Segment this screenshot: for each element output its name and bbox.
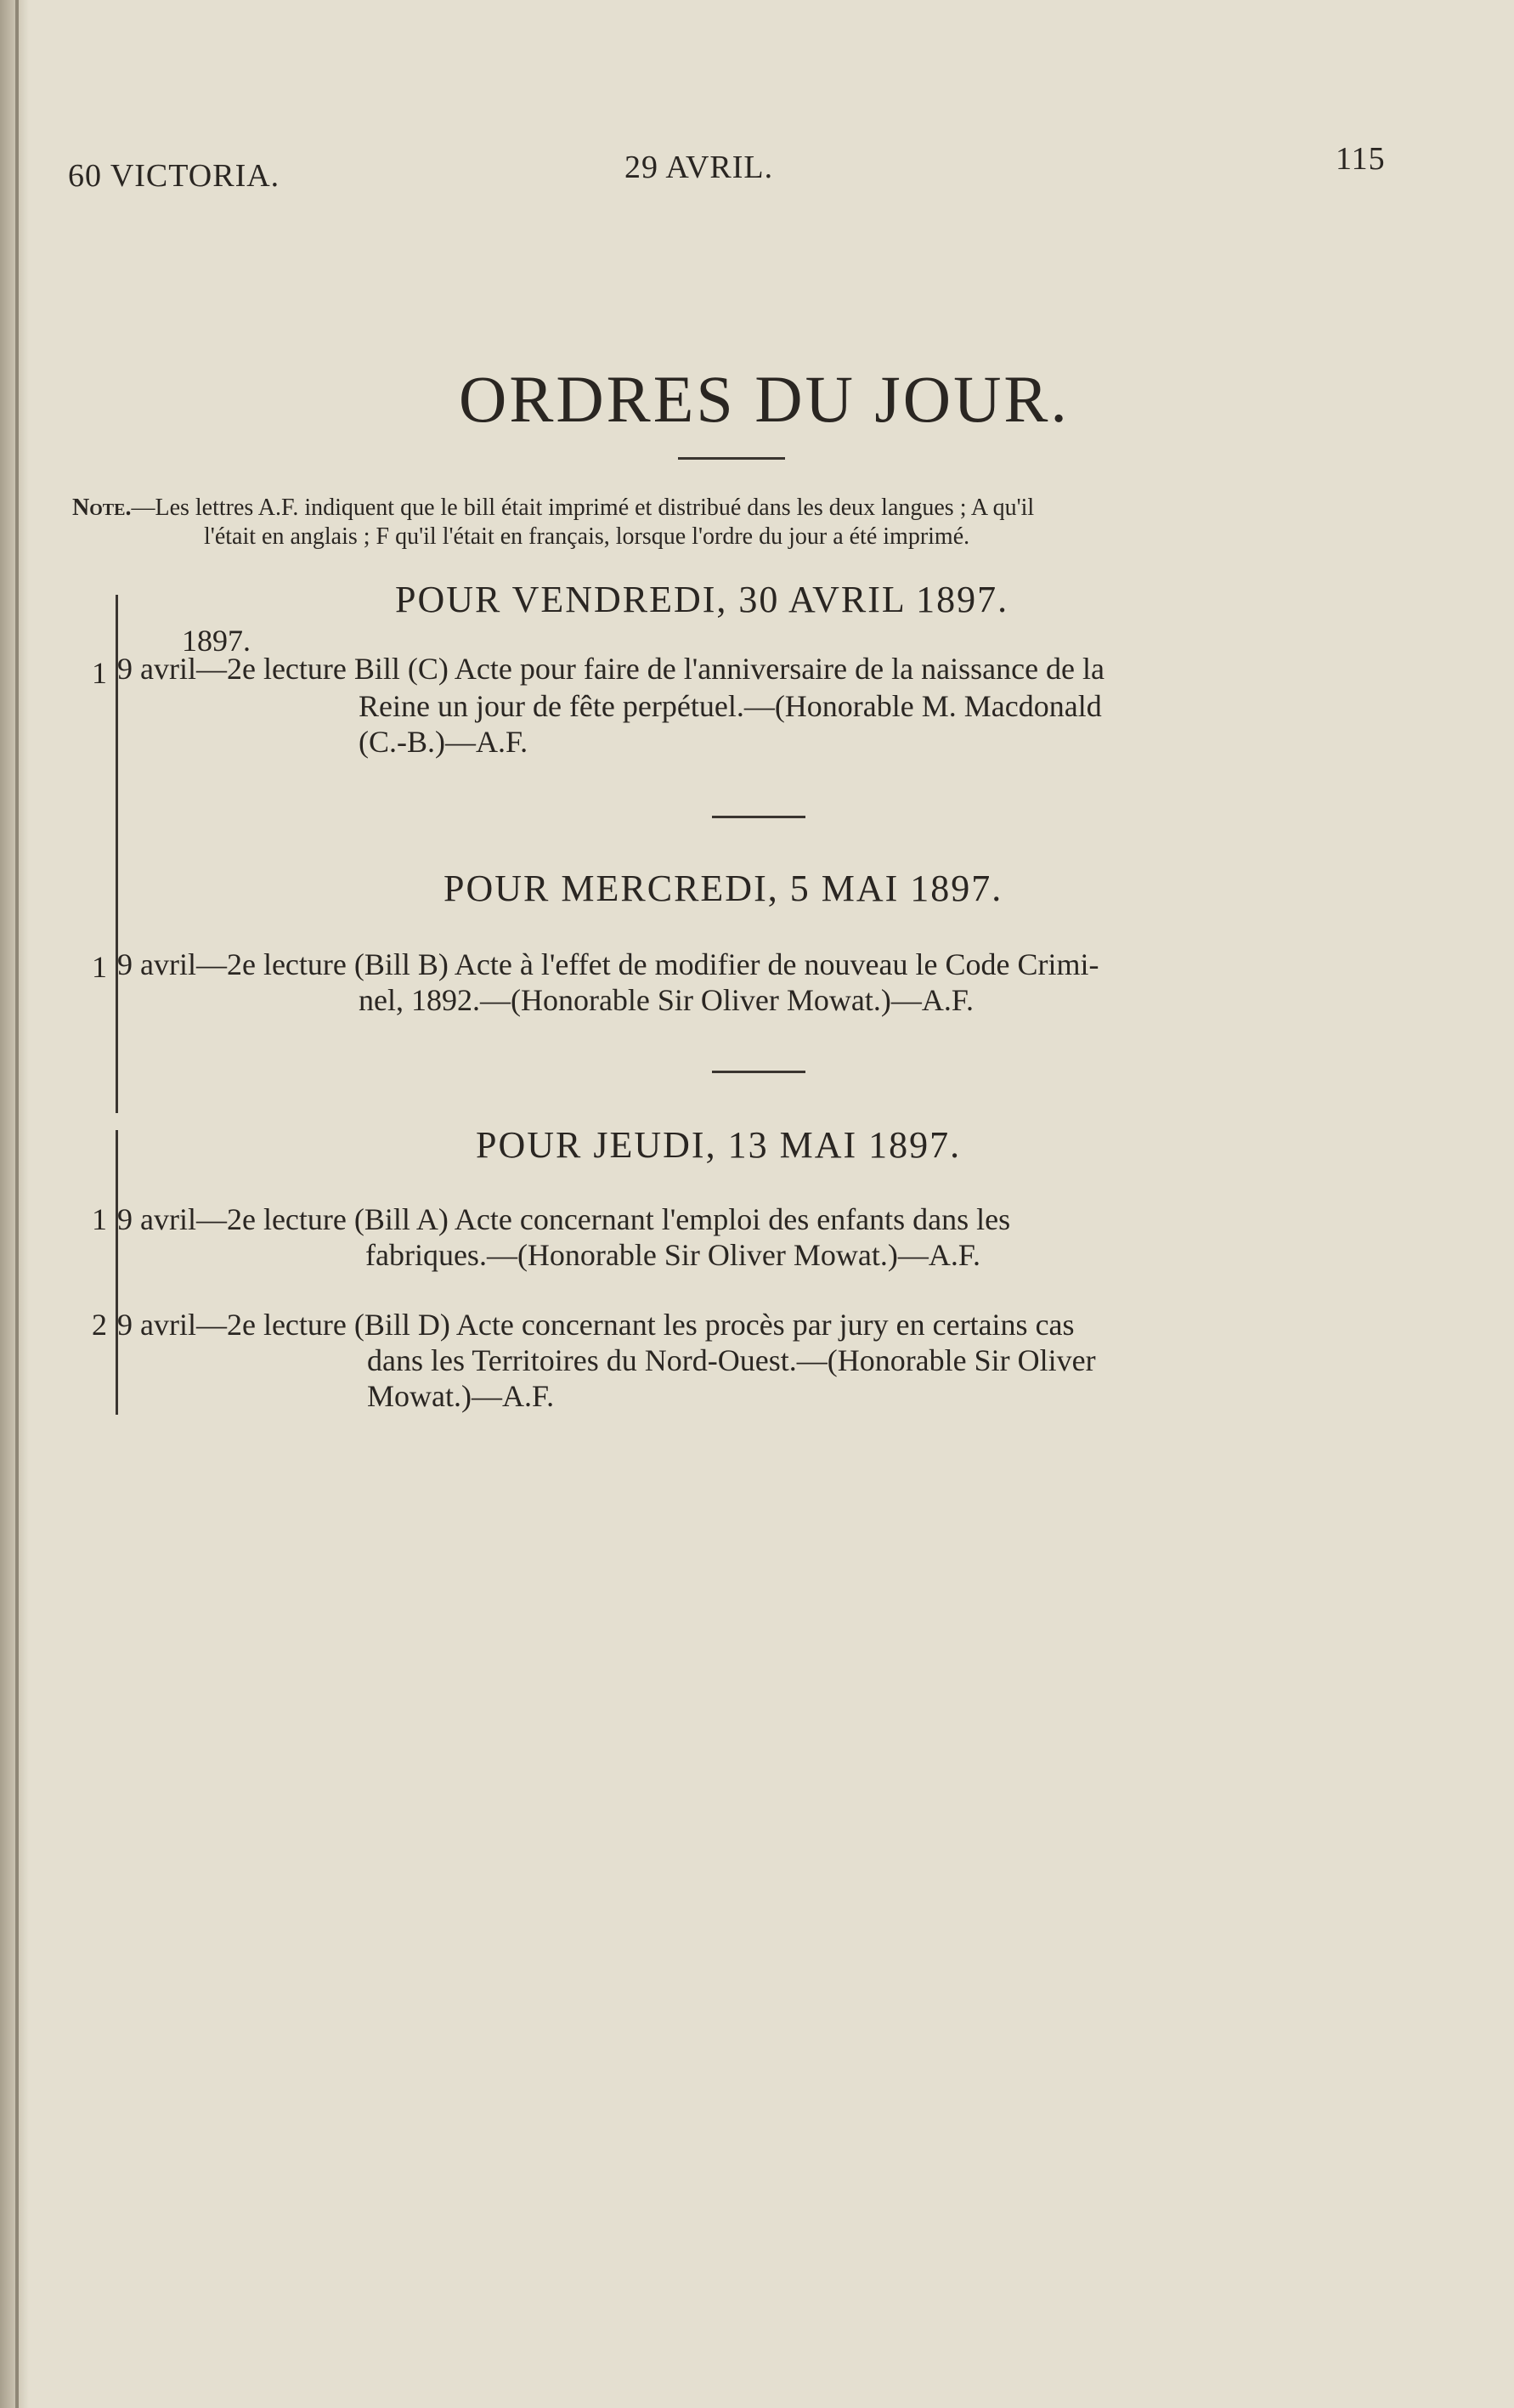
- entry-number: 1: [92, 1202, 107, 1236]
- entry-line-1: 9 avril—2e lecture (Bill B) Acte à l'effet de modifier de nouveau le Code Crimi-: [117, 947, 1099, 981]
- section-divider: [712, 816, 805, 818]
- page-number: 115: [1336, 141, 1386, 177]
- header-date: 29 AVRIL.: [624, 150, 774, 185]
- section-heading-thursday: POUR JEUDI, 13 MAI 1897.: [476, 1124, 962, 1166]
- section-divider: [712, 1071, 805, 1073]
- entry-line-1: 9 avril—2e lecture Bill (C) Acte pour faire de l'anniversaire de la naissance de la: [117, 652, 1105, 686]
- section-heading-friday: POUR VENDREDI, 30 AVRIL 1897.: [395, 579, 1009, 620]
- entry-number: 1: [92, 950, 107, 984]
- page-title: ORDRES DU JOUR.: [459, 362, 1070, 436]
- entry-line-3: Mowat.)—A.F.: [367, 1379, 555, 1413]
- note-line-2: l'était en anglais ; F qu'il l'était en français, lorsque l'ordre du jour a été imprimé.: [204, 523, 970, 550]
- page-binding-shadow: [0, 0, 29, 2408]
- entry-line-3: (C.-B.)—A.F.: [359, 725, 528, 759]
- entry-line-2: fabriques.—(Honorable Sir Oliver Mowat.)—A.F.: [365, 1238, 980, 1272]
- page-edge: [15, 0, 19, 2408]
- entry-line-2: dans les Territoires du Nord-Ouest.—(Honorable Sir Oliver: [367, 1343, 1096, 1377]
- section-heading-wednesday: POUR MERCREDI, 5 MAI 1897.: [443, 868, 1003, 909]
- entry-line-2: Reine un jour de fête perpétuel.—(Honorable M. Macdonald: [359, 689, 1102, 723]
- entry-number: 1: [92, 656, 107, 690]
- entry-line-1: 9 avril—2e lecture (Bill D) Acte concernant les procès par jury en certains cas: [117, 1308, 1075, 1342]
- year-label: 1897.: [182, 624, 251, 658]
- note-label: Note.: [72, 495, 132, 521]
- entry-number: 2: [92, 1308, 107, 1342]
- entry-line-1: 9 avril—2e lecture (Bill A) Acte concernant l'emploi des enfants dans les: [117, 1202, 1011, 1236]
- margin-rule-left-2: [116, 1130, 118, 1415]
- title-rule: [678, 457, 785, 460]
- header-session: 60 VICTORIA.: [68, 158, 280, 194]
- note-text-1: —Les lettres A.F. indiquent que le bill était imprimé et distribué dans les deux langues ; A qu'il: [131, 495, 1035, 521]
- entry-line-2: nel, 1892.—(Honorable Sir Oliver Mowat.)—A.F.: [359, 983, 974, 1017]
